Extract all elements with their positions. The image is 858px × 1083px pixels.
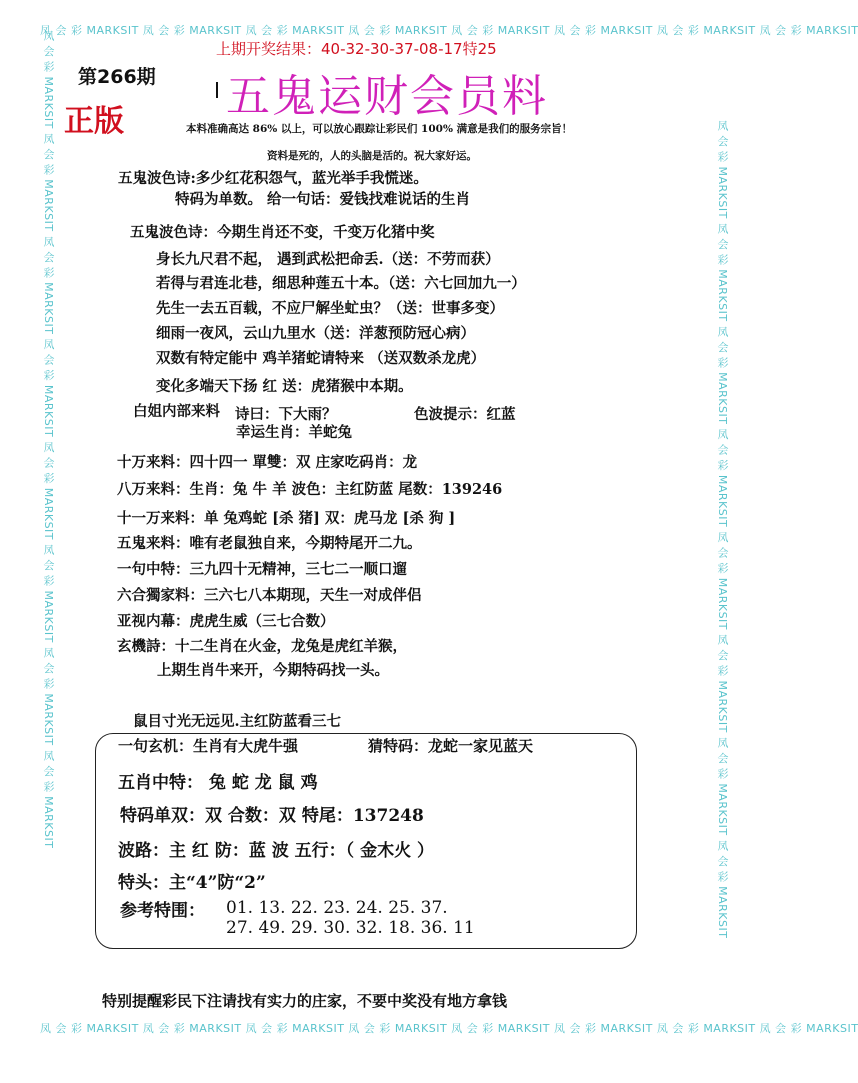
watermark-bottom: 凤 会 彩 MARKSIT 凤 会 彩 MARKSIT 凤 会 彩 MARKSIT 凤 会 彩 MARKSIT 凤 会 彩 MARKSIT 凤 会 彩 MARKSIT 凤 会 彩 MARKSIT 凤 会 彩 MARKSIT xyxy=(40,1022,858,1035)
info-line: 六合獨家料：三六七八本期现，天生一对成伴侣 xyxy=(117,587,422,604)
info-line: 八万来料：生肖：兔 牛 羊 波色：主红防蓝 尾数：139246 xyxy=(117,481,503,498)
info-line: 亚视内幕：虎虎生威（三七合数） xyxy=(117,613,335,630)
poem-line: 五鬼波色诗：今期生肖还不变，千变万化猪中奖 xyxy=(130,224,435,241)
info-line: 五鬼来料：唯有老鼠独自来，今期特尾开二九。 xyxy=(117,535,422,552)
watermark-right: 凤 会 彩 MARKSIT 凤 会 彩 MARKSIT 凤 会 彩 MARKSIT 凤 会 彩 MARKSIT 凤 会 彩 MARKSIT 凤 会 彩 MARKSIT 凤 会 彩 MARKSIT 凤 会 彩 MARKSIT xyxy=(716,120,729,939)
watermark-top: 凤 会 彩 MARKSIT 凤 会 彩 MARKSIT 凤 会 彩 MARKSIT 凤 会 彩 MARKSIT 凤 会 彩 MARKSIT 凤 会 彩 MARKSIT 凤 会 彩 MARKSIT 凤 会 彩 MARKSIT xyxy=(40,24,858,37)
five-zodiac-line: 五肖中特： 兔 蛇 龙 鼠 鸡 xyxy=(118,773,318,793)
info-line: 上期生肖牛来开，今期特码找一头。 xyxy=(157,662,389,679)
info-line: 鼠目寸光无远见.主红防蓝看三七 xyxy=(133,713,342,730)
info-line: 玄機詩：十二生肖在火金，龙兔是虎红羊猴， xyxy=(117,638,407,655)
divider xyxy=(216,82,218,98)
poem-line: 变化多端天下扬 红 送：虎猪猴中本期。 xyxy=(156,378,413,395)
poem-line: 若得与君连北巷，细思种莲五十本。（送：六七回加九一） xyxy=(156,275,526,292)
poem-line: 五鬼波色诗:多少红花积怨气，蓝光举手我慌迷。 xyxy=(118,170,428,187)
footer-warning: 特别提醒彩民下注请找有实力的庄家，不要中奖没有地方拿钱 xyxy=(102,992,508,1010)
poem-line: 身长九尺君不起， 遇到武松把命丢.（送：不劳而获） xyxy=(156,251,500,268)
genuine-stamp: 正版 xyxy=(64,104,124,139)
info-line: 十万来料：四十四一 單雙：双 庄家吃码肖：龙 xyxy=(117,454,418,471)
wave-line: 波路：主 红 防：蓝 波 五行：（ 金木火 ） xyxy=(118,841,435,861)
poem-line: 先生一去五百载，不应尸解坐虻虫？（送：世事多变） xyxy=(156,300,504,317)
poem-line: 特码为单数。 给一句话：爱钱找难说话的生肖 xyxy=(175,191,471,208)
head-line: 特头：主“4”防“2” xyxy=(118,873,266,893)
slogan-luck: 资料是死的，人的头脑是活的。祝大家好运。 xyxy=(267,150,477,162)
color-hint: 色波提示：红蓝 xyxy=(414,406,516,423)
baijie-label: 白姐内部来料 xyxy=(133,403,220,420)
lucky-zodiac: 幸运生肖：羊蛇兔 xyxy=(236,424,352,441)
last-result: 上期开奖结果：40-32-30-37-08-17特25 xyxy=(216,40,497,58)
reference-label: 参考特围： xyxy=(120,901,205,921)
slogan-accuracy: 本料准确高达 86% 以上，可以放心跟踪让彩民们 100% 满意是我们的服务宗旨！ xyxy=(186,123,573,135)
riddle-line: 一句玄机：生肖有大虎牛强 xyxy=(118,737,299,755)
period-number: 第266期 xyxy=(78,66,156,88)
watermark-left: 凤 会 彩 MARKSIT 凤 会 彩 MARKSIT 凤 会 彩 MARKSIT 凤 会 彩 MARKSIT 凤 会 彩 MARKSIT 凤 会 彩 MARKSIT 凤 会 彩 MARKSIT 凤 会 彩 MARKSIT xyxy=(42,30,55,849)
page-title: 五鬼运财会员料 xyxy=(226,71,548,122)
info-line: 一句中特：三九四十无精神，三七二一顺口遛 xyxy=(117,561,407,578)
odd-even-line: 特码单双：双 合数：双 特尾：137248 xyxy=(120,806,424,826)
guess-line: 猜特码：龙蛇一家见蓝天 xyxy=(368,737,534,755)
info-line: 十一万来料：单 兔鸡蛇 [杀 猪] 双：虎马龙 [杀 狗 ] xyxy=(117,510,456,527)
poem-line: 细雨一夜风，云山九里水（送：洋葱预防冠心病） xyxy=(156,325,475,342)
poem-line: 双数有特定能中 鸡羊猪蛇请特来 （送双数杀龙虎） xyxy=(156,350,486,367)
reference-numbers-1: 01. 13. 22. 23. 24. 25. 37. xyxy=(226,898,448,918)
reference-numbers-2: 27. 49. 29. 30. 32. 18. 36. 11 xyxy=(226,918,475,938)
poem-hint: 诗曰：下大雨？ xyxy=(235,406,337,423)
